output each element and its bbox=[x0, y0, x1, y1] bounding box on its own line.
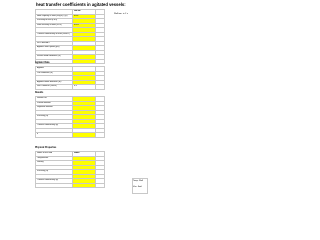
row-unit bbox=[96, 85, 105, 90]
properties-table bbox=[35, 151, 105, 188]
row-label: Reynolds number bbox=[36, 106, 73, 111]
fluid-name-label: Name of the fluid bbox=[36, 152, 73, 157]
row-label: Viscosity (N) bbox=[36, 170, 73, 175]
row-unit bbox=[96, 59, 105, 64]
table-row bbox=[36, 133, 105, 138]
agitator-table bbox=[35, 66, 105, 90]
table-row bbox=[36, 85, 105, 90]
side-label-0: Temp. Wall bbox=[133, 180, 143, 182]
side-label-1: Visc. fluid bbox=[133, 186, 142, 188]
results-section-title: Results bbox=[35, 92, 44, 94]
properties-section-title: Physical Properties bbox=[35, 147, 57, 149]
row-label: Thermal conductivity of fluid (W/m.K) bbox=[36, 32, 73, 37]
row-label: Viscosity (N) bbox=[36, 115, 73, 120]
table-row bbox=[36, 183, 105, 188]
row-label bbox=[36, 183, 73, 188]
results-table bbox=[35, 96, 105, 138]
row-value-cell[interactable] bbox=[73, 59, 96, 64]
row-value-cell[interactable]: 4181 bbox=[73, 14, 96, 19]
row-label: SR1 Method II bbox=[36, 41, 73, 46]
row-label: Thermal conductivity (k) bbox=[36, 179, 73, 184]
row-label: Vessel inside diameter (m) bbox=[36, 55, 73, 60]
row-label: Agitator blade diameter (m) bbox=[36, 80, 73, 85]
row-value-cell[interactable] bbox=[73, 183, 96, 188]
wall-temp-note: Wall tem. in C = bbox=[114, 13, 129, 15]
agitator-section-title: Agitator Data bbox=[35, 62, 50, 64]
row-label: Thermal conductivity (k) bbox=[36, 124, 73, 129]
row-label: h bbox=[36, 133, 73, 138]
row-unit bbox=[96, 183, 105, 188]
row-label: Prandtl number bbox=[36, 101, 73, 106]
row-unit bbox=[96, 133, 105, 138]
row-label: Temperature bbox=[36, 156, 73, 161]
row-label: Wall Viscosity of fluid (Pa.s) bbox=[36, 23, 73, 28]
row-value-cell[interactable]: 0.3 bbox=[73, 85, 96, 90]
sheet-title: heat transfer coefficients in agitated vessels: bbox=[36, 2, 126, 7]
row-value-cell[interactable]: 0.001 bbox=[73, 23, 96, 28]
row-label: Heat capacity of fluid (J/kg.K) (Cp) bbox=[36, 14, 73, 19]
row-label: Nusselt no. bbox=[36, 97, 73, 102]
header-value: VALUE bbox=[73, 10, 96, 15]
row-label: Rev. Diameter (Dd/Dt) bbox=[36, 85, 73, 90]
row-value-cell[interactable] bbox=[73, 133, 96, 138]
row-label: Agitator bbox=[36, 67, 73, 72]
row-label: Coil Diameter (m) bbox=[36, 71, 73, 76]
row-label: Density bbox=[36, 161, 73, 166]
spreadsheet-sheet bbox=[0, 0, 149, 198]
row-label: Agitator shaft speed (rps) bbox=[36, 46, 73, 51]
fluid-name-value: Water bbox=[73, 152, 96, 157]
row-label: Viscosity of fluid (Pa.s) bbox=[36, 19, 73, 24]
fluid-input-table bbox=[35, 9, 105, 64]
